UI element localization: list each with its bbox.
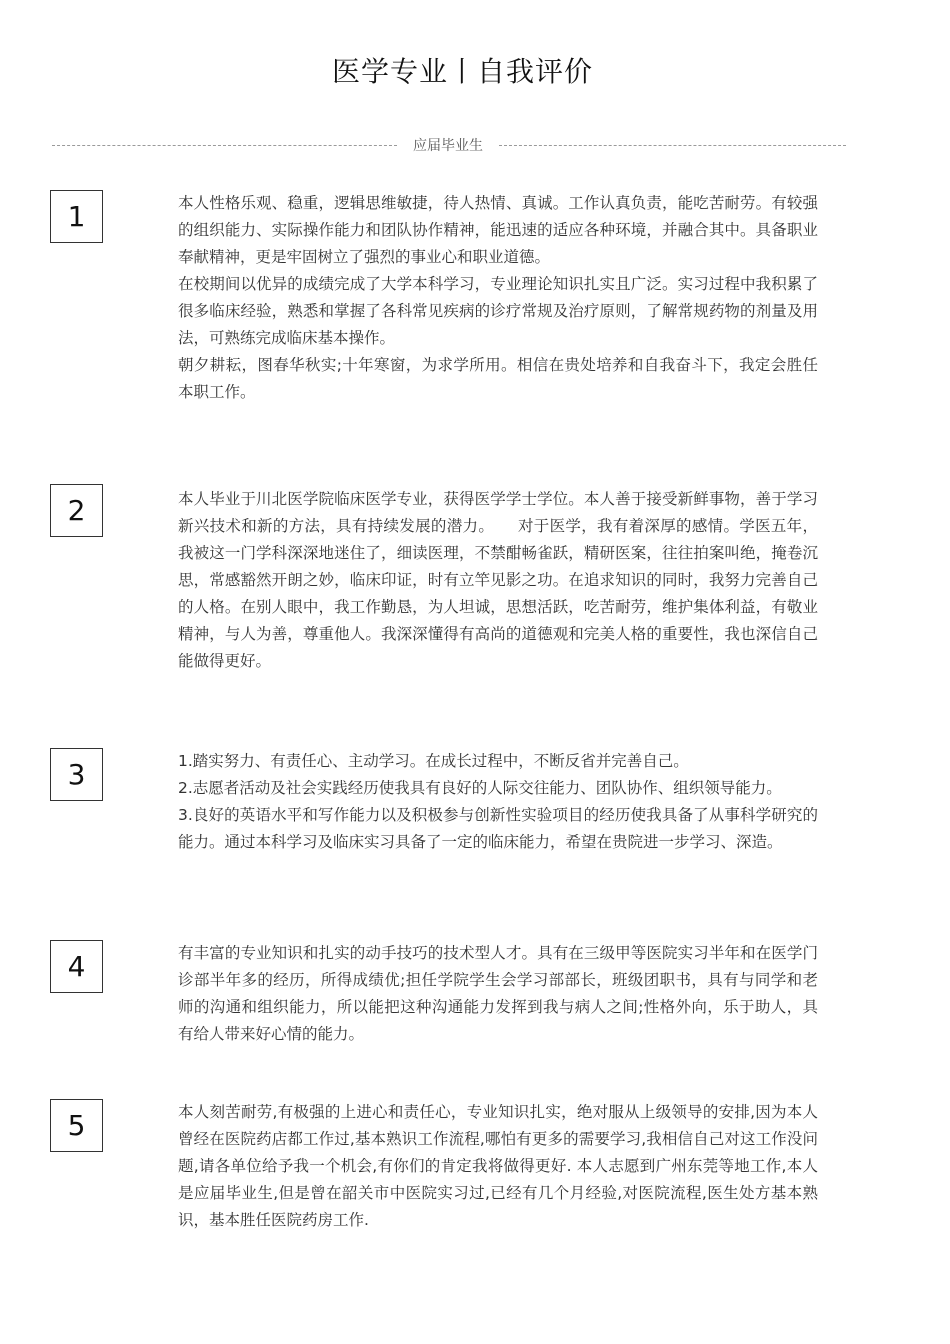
section-text: [178, 1099, 818, 1234]
paragraph: 3.良好的英语水平和写作能力以及积极参与创新性实验项目的经历使我具备了从事科学研究的能力。通过本科学习及临床实习具备了一定的临床能力，希望在贵院进一步学习、深造。: [178, 806, 818, 851]
section-number-box: 5: [50, 1099, 103, 1152]
dashed-line-left: [52, 145, 397, 146]
page-title: 医学专业丨自我评价: [331, 55, 593, 88]
section-number-box: 4: [50, 940, 103, 993]
paragraph: 2.志愿者活动及社会实践经历使我具有良好的人际交往能力、团队协作、组织领导能力。: [178, 779, 782, 797]
section-number-box: 1: [50, 190, 103, 243]
subtitle: 应届毕业生: [413, 138, 483, 154]
section-text: [178, 190, 818, 406]
paragraph: 本人刻苦耐劳,有极强的上进心和责任心，专业知识扎实，绝对服从上级领导的安排,因为本人曾经在医院药店都工作过,基本熟识工作流程,哪怕有更多的需要学习,我相信自己对这工作没问题,请各单位给予我一个机会,有你们的肯定我将做得更好. 本人志愿到广州东莞等地工作,本人是应届毕业生,但是曾在韶关市中医院实习过,已经有几个月经验,对医院流程,医生处方基本熟识，基本胜任医院药房工作.: [178, 1103, 818, 1229]
paragraph: 本人性格乐观、稳重，逻辑思维敏捷，待人热情、真诚。工作认真负责，能吃苦耐劳。有较强的组织能力、实际操作能力和团队协作精神，能迅速的适应各种环境，并融合其中。具备职业奉献精神，更是牢固树立了强烈的事业心和职业道德。: [178, 194, 818, 266]
paragraph: 在校期间以优异的成绩完成了大学本科学习，专业理论知识扎实且广泛。实习过程中我积累了很多临床经验，熟悉和掌握了各科常见疾病的诊疗常规及治疗原则，了解常规药物的剂量及用法，可熟练完成临床基本操作。: [178, 275, 818, 347]
dashed-line-right: [499, 145, 846, 146]
section-number-box: 2: [50, 484, 103, 537]
paragraph: 朝夕耕耘，图春华秋实;十年寒窗，为求学所用。相信在贵处培养和自我奋斗下，我定会胜任本职工作。: [178, 356, 818, 401]
paragraph: 本人毕业于川北医学院临床医学专业，获得医学学士学位。本人善于接受新鲜事物，善于学习新兴技术和新的方法，具有持续发展的潜力。 对于医学，我有着深厚的感情。学医五年，我被这一门学科深深地迷住了，细读医理，不禁酣畅雀跃，精研医案，往往拍案叫绝，掩卷沉思，常感豁然开朗之妙，临床印证，时有立竿见影之功。在追求知识的同时，我努力完善自己的人格。在别人眼中，我工作勤恳，为人坦诚，思想活跃，吃苦耐劳，维护集体利益，有敬业精神，与人为善，尊重他人。我深深懂得有高尚的道德观和完美人格的重要性，我也深信自己能做得更好。: [178, 490, 818, 670]
paragraph: 有丰富的专业知识和扎实的动手技巧的技术型人才。具有在三级甲等医院实习半年和在医学门诊部半年多的经历，所得成绩优;担任学院学生会学习部部长，班级团职书，具有与同学和老师的沟通和组织能力，所以能把这种沟通能力发挥到我与病人之间;性格外向，乐于助人，具有给人带来好心情的能力。: [178, 944, 818, 1043]
section-text: [178, 940, 818, 1048]
subtitle-divider: [52, 134, 846, 156]
section-text: [178, 486, 818, 675]
paragraph: 1.踏实努力、有责任心、主动学习。在成长过程中，不断反省并完善自己。: [178, 752, 689, 770]
section-number-box: 3: [50, 748, 103, 801]
section-text: [178, 748, 818, 856]
